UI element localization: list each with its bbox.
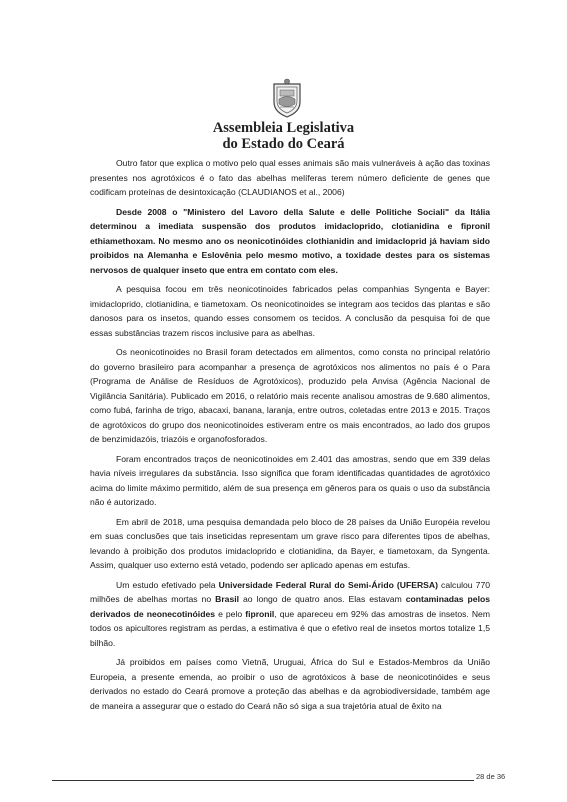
org-name-line1: Assembleia Legislativa (212, 120, 355, 136)
body-text: Em abril de 2018, uma pesquisa demandada pelo bloco de 28 países da União Européia revelou em suas conclusões que tais inseticidas representam um grave risco para diferentes tipos de abelhas, levando à proibição dos produtos imidacloprido e clotianidina, da Bayer, e tiametoxam, da Syngenta. Assim, qualquer uso externo está vetado, podendo ser aplicado apenas em estufas. (90, 516, 490, 570)
body-text: Foram encontrados traços de neonicotinoides em 2.401 das amostras, sendo que em 339 delas havia níveis irregulares da substância. Isso significa que foram identificadas quantidades de agrotóxico acima do limite máximo permitido, além de sua presença em gêneros para os quais o uso da substância não é autorizado. (90, 453, 490, 507)
bold-text: Universidade Federal Rural do Semi-Árido (UFERSA) (218, 579, 438, 590)
bold-text: fipronil (245, 608, 275, 619)
document-body (90, 156, 490, 718)
paragraph (90, 156, 490, 200)
paragraph (90, 452, 490, 510)
body-text: Outro fator que explica o motivo pelo qual esses animais são mais vulneráveis à ação das toxinas presentes nos agrotóxicos é o fato das abelhas melíferas terem número deficiente de genes que codificam proteínas de desintoxicação (CLAUDIANOS et al., 2006) (90, 158, 490, 197)
body-text: ao longo de quatro anos. Elas estavam (239, 594, 406, 604)
state-coat-of-arms-icon (270, 78, 304, 118)
body-text: Um estudo efetivado pela (116, 579, 219, 590)
bold-text: Desde 2008 o "Ministero del Lavoro della Salute e delle Politiche Sociali" da Itália determinou a imediata suspensão dos produtos imidacloprido, clotianidina e fipronil ethiamethoxam. No mesmo ano os neonicotinóides clothianidin and imidacloprid já haviam sido proibidos na Alemanha e Eslovênia pelo mesmo motivo, a toxidade destes para os sistemas nervosos de qualquer inseto que entra em contato com eles. (90, 206, 490, 275)
body-text: A pesquisa focou em três neonicotinoides fabricados pelas companhias Syngenta e Bayer: imidacloprido, clotianidina, e tiametoxam. Os neonicotinoides se integram aos tecidos das plantas e são danosos para os insetos, quando esses consomem os tecidos. A conclusão da pesquisa foi de que essas substâncias trazem riscos inclusive para as abelhas. (90, 284, 490, 338)
body-text: Já proibidos em países como Vietnã, Uruguai, África do Sul e Estados-Membros da União Europeia, a presente emenda, ao proibir o uso de agrotóxicos à base de neonicotinóides e seus derivados no estado do Ceará promove a proteção das abelhas e da agrobiodiversidade, também age de maneira a assegurar que o estado do Ceará não só siga a sua trajetória atual de êxito na (90, 657, 490, 711)
paragraph (90, 282, 490, 340)
body-text: Os neonicotinoides no Brasil foram detectados em alimentos, como consta no principal relatório do governo brasileiro para acompanhar a presença de agrotóxicos nos alimentos no país é o Para (Programa de Análise de Resíduos de Agrotóxicos), produzido pela Anvisa (Agência Nacional de Vigilância Sanitária). Publicado em 2016, o relatório mais recente analisou amostras de 9.680 alimentos, como fubá, farinha de trigo, abacaxi, banana, laranja, entre outros, coletadas entre 2013 e 2015. Traços de agrotóxicos do grupo dos neonicotinoides estiveram entre os mais encontrados, ao lado dos grupos de benzimidazóis, triazóis e organofosforados. (90, 347, 490, 444)
body-text: e pelo (215, 608, 246, 619)
paragraph (90, 515, 490, 573)
paragraph (90, 205, 490, 278)
page-number: 28 de 36 (476, 772, 506, 781)
paragraph (90, 345, 490, 447)
footer-divider (52, 780, 507, 781)
paragraph (90, 578, 490, 651)
body-text: , que apareceu em 92% das amostras de insetos. Nem todos os apicultores registram as perdas, a estimativa é que o efetivo real de insetos mortos totalize 1,5 bilhão. (90, 608, 490, 648)
body-text: calculou 770 milhões de abelhas mortas no (90, 579, 491, 604)
org-name-line2: do Estado do Ceará (222, 136, 345, 152)
paragraph (90, 655, 490, 713)
bold-text: contaminadas pelos derivados de neonecotinóides (90, 594, 490, 619)
bold-text: Brasil (215, 594, 239, 604)
